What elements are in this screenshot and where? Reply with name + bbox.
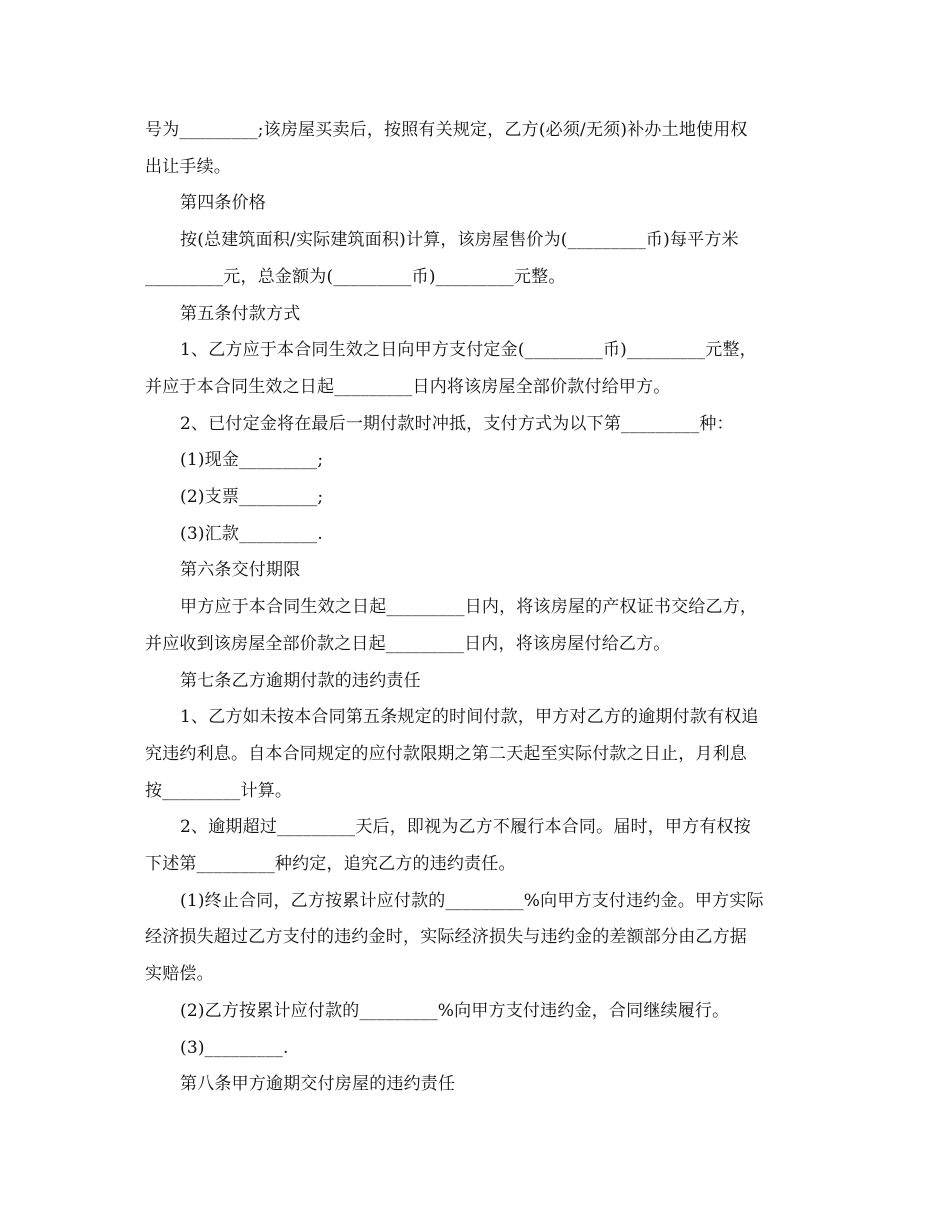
list-item: (2)乙方按累计应付款的_________%向甲方支付违约金，合同继续履行。 <box>180 1000 730 1021</box>
text-line: _________元，总金额为(_________币)_________元整。 <box>145 266 566 287</box>
section-heading: 第七条乙方逾期付款的违约责任 <box>180 670 421 691</box>
text-line: 实赔偿。 <box>145 964 214 985</box>
text-line: 1、乙方如未按本合同第五条规定的时间付款，甲方对乙方的逾期付款有权追 <box>180 707 759 728</box>
list-item: (1)终止合同，乙方按累计应付款的_________%向甲方支付违约金。甲方实际 <box>180 890 764 911</box>
section-heading: 第八条甲方逾期交付房屋的违约责任 <box>180 1074 456 1095</box>
text-line: 经济损失超过乙方支付的违约金时，实际经济损失与违约金的差额部分由乙方据 <box>145 927 747 948</box>
page-bottom-margin <box>0 1100 950 1230</box>
text-line: 按_________计算。 <box>145 780 293 801</box>
section-heading: 第五条付款方式 <box>180 303 301 324</box>
text-line: 下述第_________种约定，追究乙方的违约责任。 <box>145 854 516 875</box>
text-line: 究违约利息。自本合同规定的应付款限期之第二天起至实际付款之日止，月利息 <box>145 743 747 764</box>
list-item: (1)现金_________; <box>180 450 324 471</box>
list-item: (3)汇款_________. <box>180 523 323 544</box>
section-heading: 第六条交付期限 <box>180 560 301 581</box>
text-line: 2、已付定金将在最后一期付款时冲抵，支付方式为以下第_________种： <box>180 413 734 434</box>
list-item: (2)支票_________; <box>180 487 324 508</box>
text-line: 号为_________;该房屋买卖后，按照有关规定，乙方(必须/无须)补办土地使用权 <box>145 120 748 140</box>
text-line: 出让手续。 <box>145 156 231 177</box>
document-page <box>145 112 815 1103</box>
list-item: (3)_________. <box>180 1037 289 1058</box>
text-line: 2、逾期超过_________天后，即视为乙方不履行本合同。届时，甲方有权按 <box>180 817 751 838</box>
text-line: 1、乙方应于本合同生效之日向甲方支付定金(_________币)_________元整， <box>180 340 757 361</box>
text-line: 并应于本合同生效之日起_________日内将该房屋全部价款付给甲方。 <box>145 376 671 397</box>
text-line: 甲方应于本合同生效之日起_________日内，将该房屋的产权证书交给乙方， <box>180 597 758 618</box>
section-heading: 第四条价格 <box>180 193 266 214</box>
text-line: 并应收到该房屋全部价款之日起_________日内，将该房屋付给乙方。 <box>145 633 671 654</box>
text-line: 按(总建筑面积/实际建筑面积)计算，该房屋售价为(_________币)每平方米 <box>180 230 739 251</box>
